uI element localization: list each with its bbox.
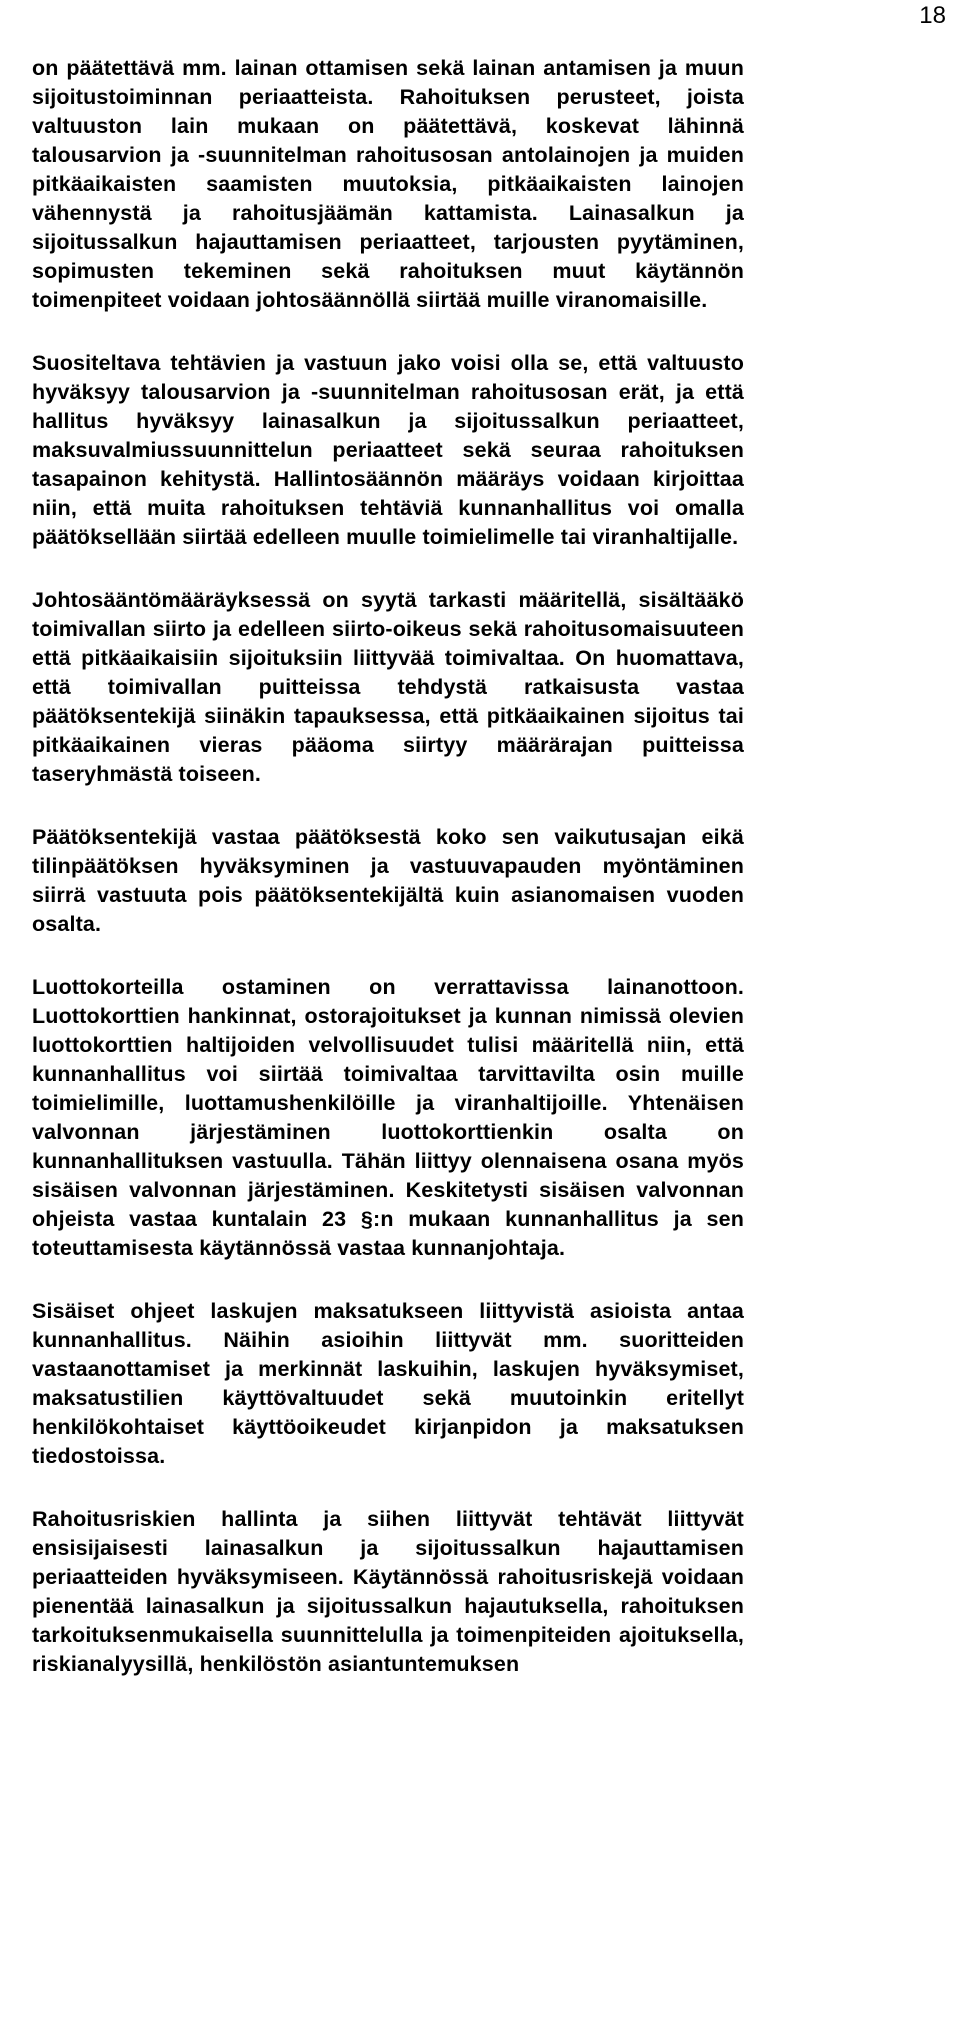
paragraph-financial-risk-management: Rahoitusriskien hallinta ja siihen liittyvät tehtävät liittyvät ensisijaisesti lainasalkun ja sijoitussalkun hajauttamisen periaatteiden hyväksymiseen. Käytännössä rahoitusriskejä voidaan pienentää lainasalkun ja sijoitussalkun hajautuksella, rahoituksen tarkoituksenmukaisella suunnittelulla ja toimenpiteiden ajoituksella, riskianalyysillä, henkilöstön asiantuntemuksen <box>32 1507 744 1676</box>
paragraph-division-of-responsibility: Suositeltava tehtävien ja vastuun jako voisi olla se, että valtuusto hyväksyy talousarvion ja -suunnitelman rahoitusosan erät, ja että hallitus hyväksyy lainasalkun ja sijoitussalkun periaatteet, maksuvalmiussuunnittelun periaatteet sekä seuraa rahoituksen tasapainon kehitystä. Hallintosäännön määräys voidaan kirjoittaa niin, että muita rahoituksen tehtäviä kunnanhallitus voi omalla päätöksellään siirtää edelleen muulle toimielimelle tai viranhaltijalle. <box>32 351 744 549</box>
page-number: 18 <box>919 2 946 29</box>
paragraph-internal-instructions: Sisäiset ohjeet laskujen maksatukseen liittyvistä asioista antaa kunnanhallitus. Näihin asioihin liittyvät mm. suoritteiden vastaanottamiset ja merkinnät laskuihin, laskujen hyväksymiset, maksatustilien käyttövaltuudet sekä muutoinkin eritellyt henkilökohtaiset käyttöoikeudet kirjanpidon ja maksatuksen tiedostoissa. <box>32 1299 744 1468</box>
body-text <box>32 54 744 1679</box>
paragraph-financing-decisions: on päätettävä mm. lainan ottamisen sekä lainan antamisen ja muun sijoitustoiminnan periaatteista. Rahoituksen perusteet, joista valtuuston lain mukaan on päätettävä, koskevat lähinnä talousarvion ja -suunnitelman rahoitusosan antolainojen ja muiden pitkäaikaisten saamisten muutoksia, pitkäaikaisten lainojen vähennystä ja rahoitusjäämän kattamista. Lainasalkun ja sijoitussalkun hajauttamisen periaatteet, tarjousten pyytäminen, sopimusten tekeminen sekä rahoituksen muut käytännön toimenpiteet voidaan johtosäännöllä siirtää muille viranomaisille. <box>32 56 744 312</box>
paragraph-credit-cards: Luottokorteilla ostaminen on verrattavissa lainanottoon. Luottokorttien hankinnat, ostorajoitukset ja kunnan nimissä olevien luottokorttien haltijoiden velvollisuudet tulisi määritellä niin, että kunnanhallitus voi siirtää toimivaltaa tarvittavilta osin muille toimielimille, luottamushenkilöille ja viranhaltijoille. Yhtenäisen valvonnan järjestäminen luottokorttienkin osalta on kunnanhallituksen vastuulla. Tähän liittyy olennaisena osana myös sisäisen valvonnan järjestäminen. Keskitetysti sisäisen valvonnan ohjeista vastaa kuntalain 23 §:n mukaan kunnanhallitus ja sen toteuttamisesta käytännössä vastaa kunnanjohtaja. <box>32 975 744 1260</box>
paragraph-delegation-rules: Johtosääntömääräyksessä on syytä tarkasti määritellä, sisältääkö toimivallan siirto ja edelleen siirto-oikeus sekä rahoitusomaisuuteen että pitkäaikaisiin sijoituksiin liittyvää toimivaltaa. On huomattava, että toimivallan puitteissa tehdystä ratkaisusta vastaa päätöksentekijä siinäkin tapauksessa, että pitkäaikainen sijoitus tai pitkäaikainen vieras pääoma siirtyy määrärajan puitteissa taseryhmästä toiseen. <box>32 588 744 786</box>
paragraph-decision-maker-liability: Päätöksentekijä vastaa päätöksestä koko sen vaikutusajan eikä tilinpäätöksen hyväksyminen ja vastuuvapauden myöntäminen siirrä vastuuta pois päätöksentekijältä kuin asianomaisen vuoden osalta. <box>32 825 744 936</box>
